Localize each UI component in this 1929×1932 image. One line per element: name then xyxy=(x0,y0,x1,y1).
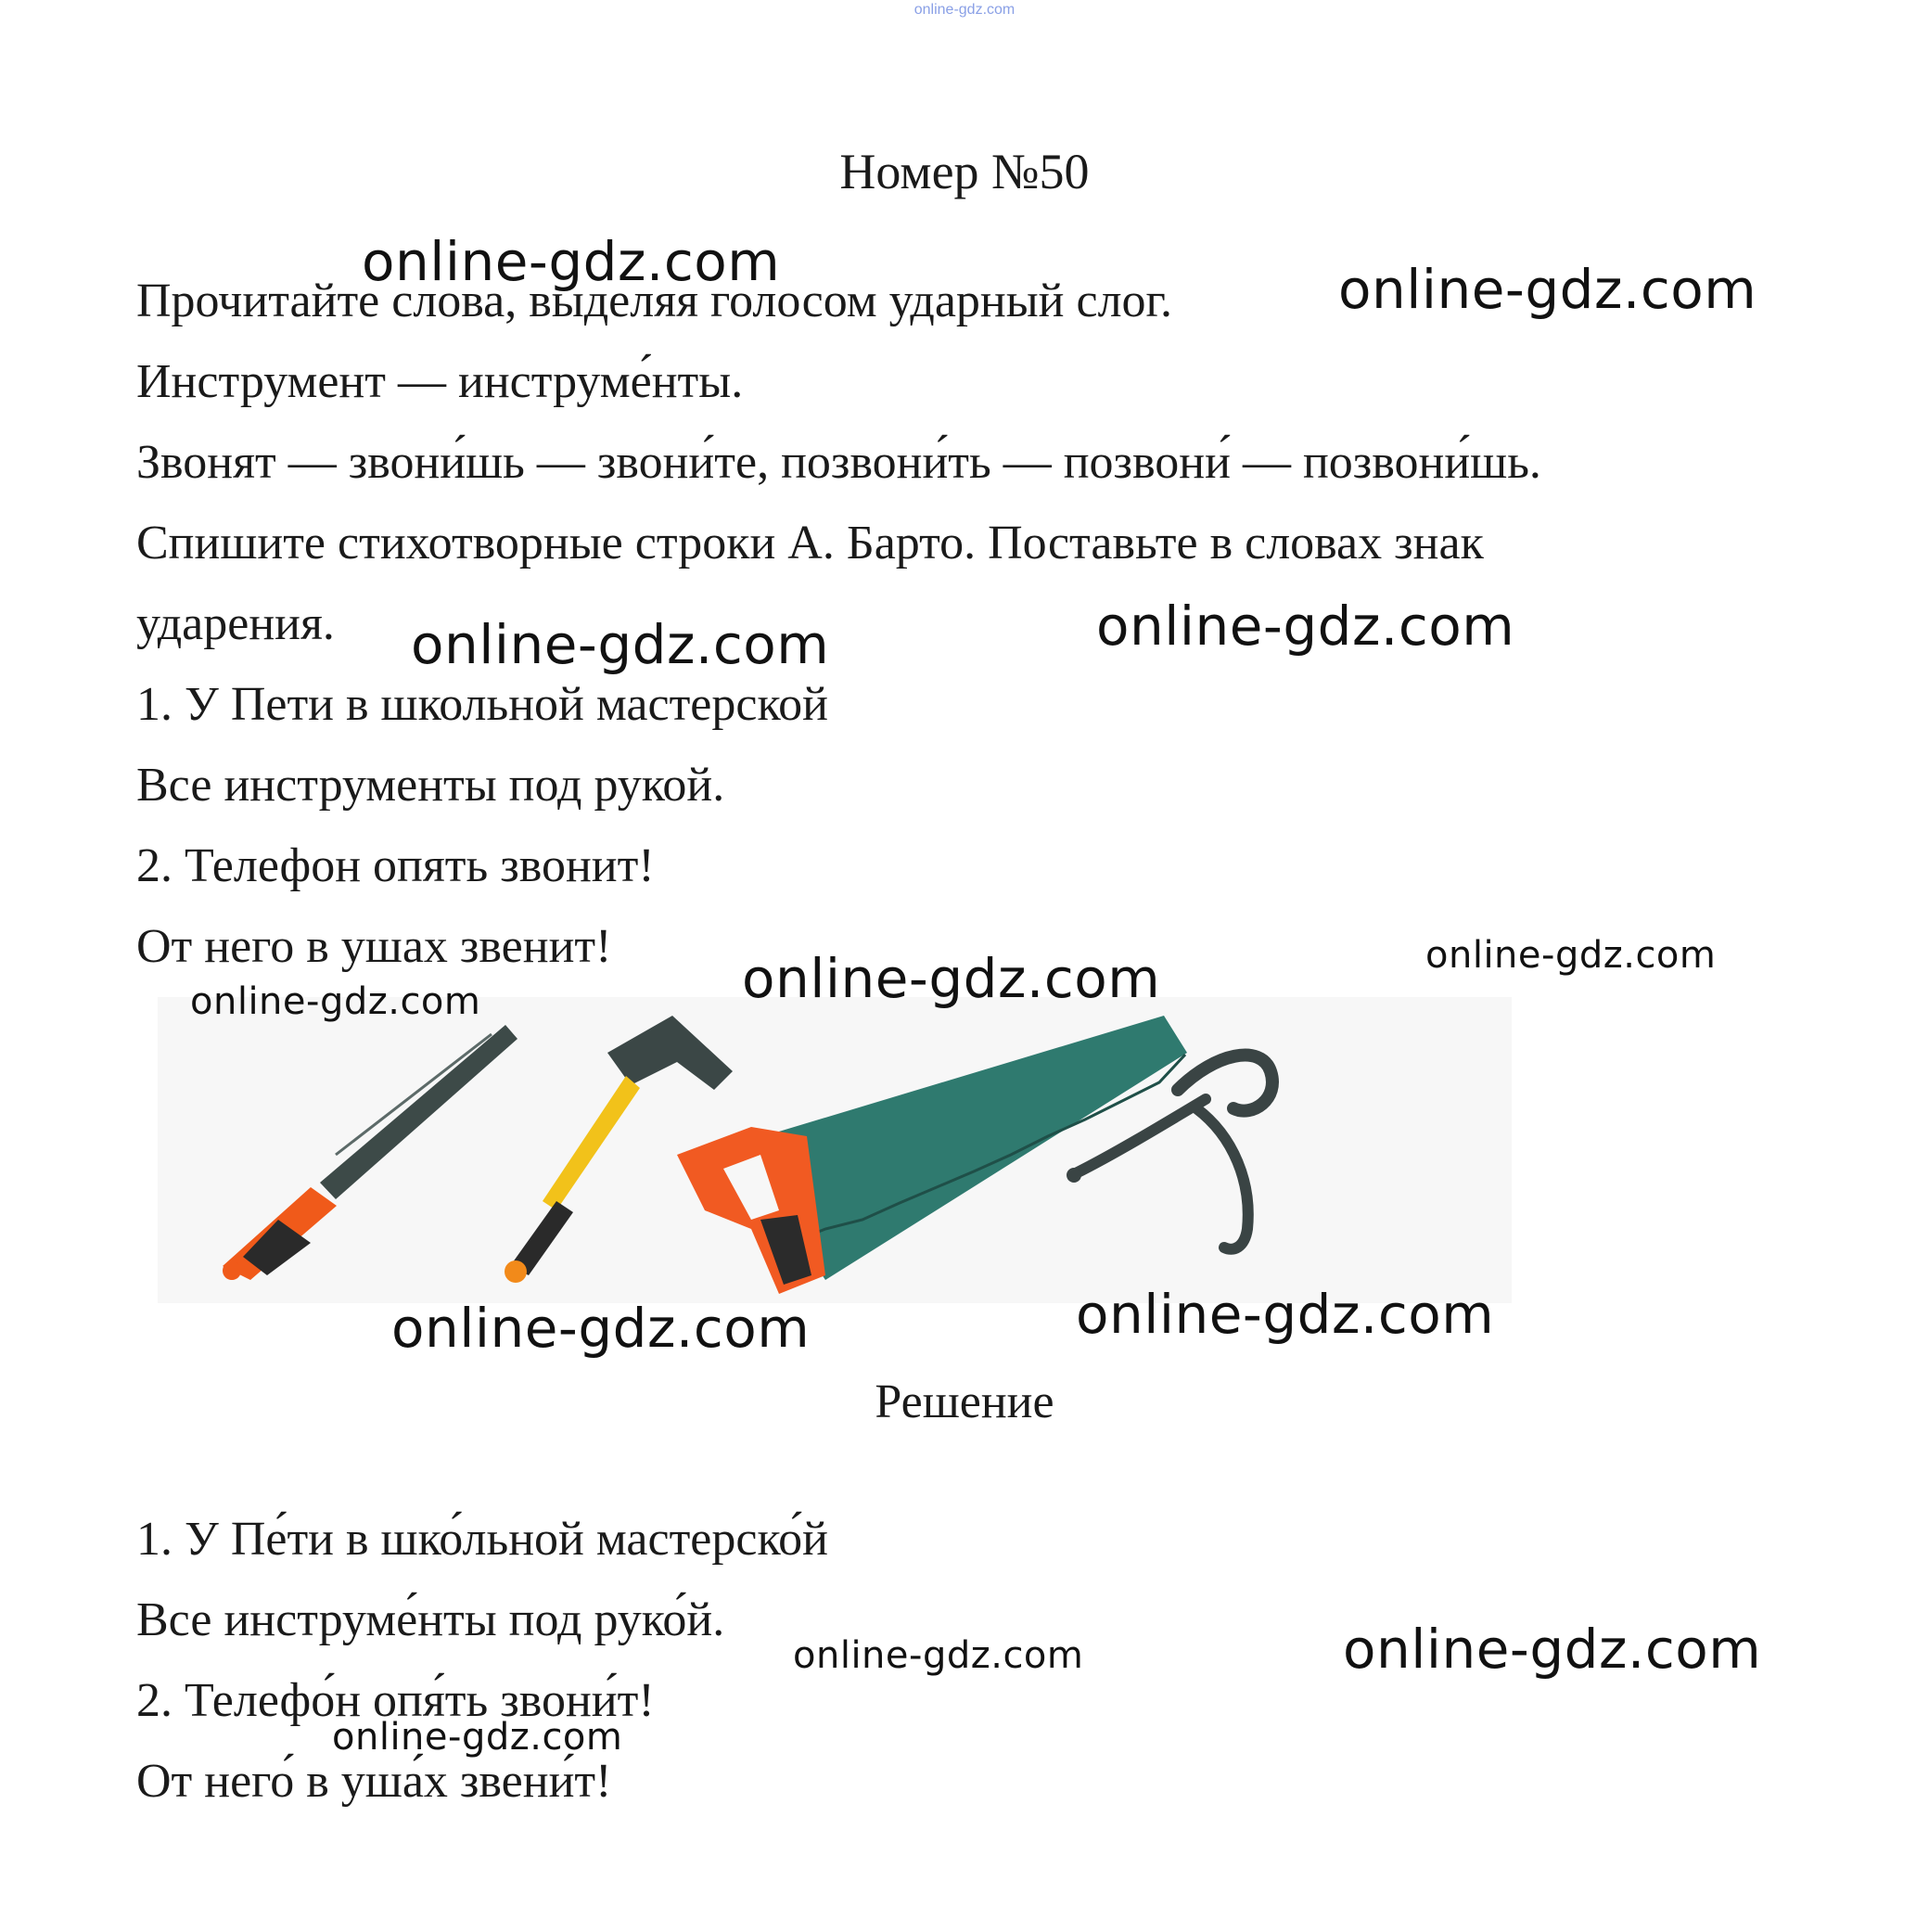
task-copy-instruction-end: ударения. xyxy=(136,597,335,650)
task-instruction: Прочитайте слова, выделяя голосом ударный слог. xyxy=(136,275,1172,327)
page-title: Номер №50 xyxy=(839,144,1090,199)
watermark: online-gdz.com xyxy=(332,1716,623,1759)
poem-line: 1. У Пети в школьной мастерской xyxy=(136,678,828,731)
poem-line: 2. Телефон опять звонит! xyxy=(136,839,655,892)
poem-line: От него в ушах звенит! xyxy=(136,920,612,973)
solution-line: От него́ в уша́х звени́т! xyxy=(136,1755,612,1808)
word-pair-instrument: Инструмент — инструме́нты. xyxy=(136,355,744,408)
top-watermark: online-gdz.com xyxy=(913,2,1016,18)
watermark: online-gdz.com xyxy=(411,613,830,676)
watermark: online-gdz.com xyxy=(1096,595,1515,658)
solution-heading: Решение xyxy=(875,1375,1054,1428)
watermark: online-gdz.com xyxy=(362,230,781,293)
watermark: online-gdz.com xyxy=(1425,934,1717,977)
watermark: online-gdz.com xyxy=(1338,258,1757,321)
solution-line: Все инструме́нты под руко́й. xyxy=(136,1593,725,1646)
watermark: online-gdz.com xyxy=(1076,1283,1495,1346)
task-copy-instruction: Спишите стихотворные строки А. Барто. Поставьте в словах знак xyxy=(136,517,1484,569)
word-series-zvonit: Звонят — звони́шь — звони́те, позвони́ть — позвони́ — позвони́шь. xyxy=(136,436,1541,489)
watermark: online-gdz.com xyxy=(742,947,1161,1010)
solution-line: 2. Телефо́н опя́ть звони́т! xyxy=(136,1674,655,1727)
watermark: online-gdz.com xyxy=(190,980,481,1023)
watermark: online-gdz.com xyxy=(1343,1618,1762,1681)
poem-line: Все инструменты под рукой. xyxy=(136,759,725,812)
tools-illustration xyxy=(158,997,1512,1303)
solution-line: 1. У Пе́ти в шко́льной мастерско́й xyxy=(136,1513,828,1566)
watermark: online-gdz.com xyxy=(391,1297,811,1360)
watermark: online-gdz.com xyxy=(793,1634,1084,1677)
